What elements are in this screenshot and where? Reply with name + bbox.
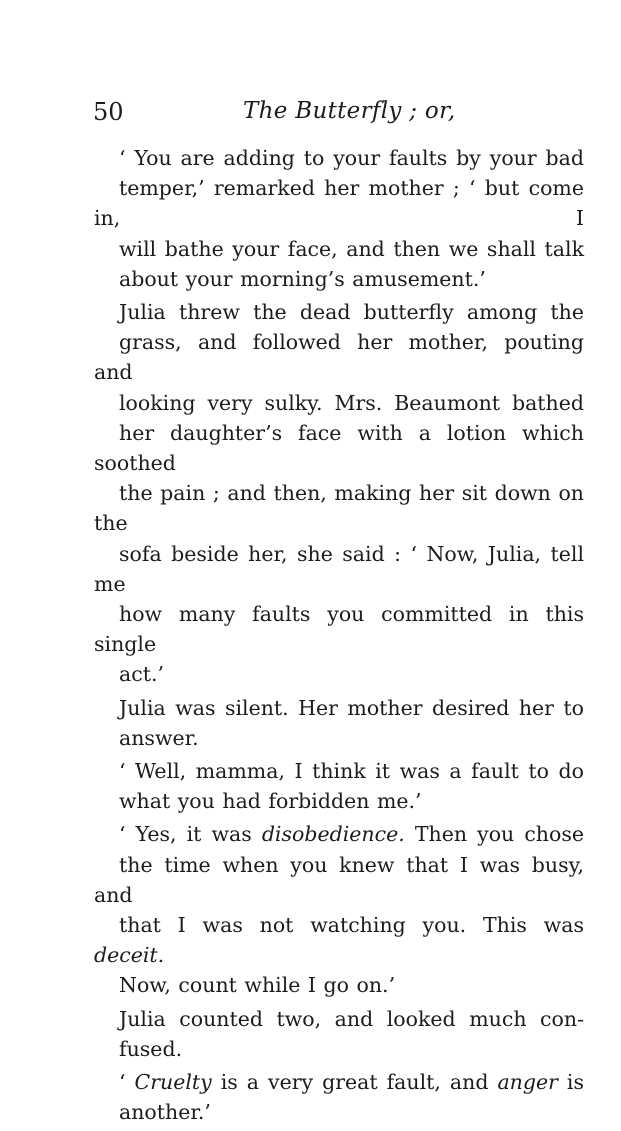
italic-text: anger xyxy=(497,1070,558,1095)
text-line: the pain ; and then, making her sit down on the xyxy=(94,481,584,536)
text-line: Julia threw the dead butterfly among the xyxy=(119,300,584,325)
text-line: her daughter’s face with a lotion which soothed xyxy=(94,420,584,476)
text-line: how many faults you committed in this single xyxy=(94,602,584,657)
italic-text: deceit. xyxy=(94,943,165,968)
text-line: ‘ Well, mamma, I think it was a fault to do xyxy=(119,759,584,784)
text-line: Julia was silent. Her mother desired her to xyxy=(119,695,584,720)
text-run: ‘ xyxy=(119,1070,135,1095)
text-line: will bathe your face, and then we shall talk xyxy=(119,236,584,261)
text-line: another.’ xyxy=(119,1100,211,1125)
text-line: answer. xyxy=(119,725,199,750)
paragraph xyxy=(94,1067,584,1127)
paragraph xyxy=(94,756,584,816)
page-header xyxy=(93,98,583,134)
text-line: temper,’ remarked her mother ; ‘ but come in, I xyxy=(94,176,584,231)
text-run: is a very great fault, and xyxy=(211,1070,498,1095)
running-head: The Butterfly ; or, xyxy=(243,98,456,124)
text-line xyxy=(94,819,584,849)
text-line: grass, and followed her mother, pouting and xyxy=(94,330,584,385)
paragraph xyxy=(94,819,584,1000)
text-line: Now, count while I go on.’ xyxy=(119,973,396,998)
text-line: act.’ xyxy=(119,662,164,687)
text-line: Julia counted two, and looked much con- xyxy=(119,1006,584,1031)
paragraph xyxy=(94,297,584,690)
paragraph xyxy=(94,693,584,753)
italic-text: Cruelty xyxy=(134,1070,212,1095)
text-line: what you had forbidden me.’ xyxy=(119,789,422,814)
italic-text: disobedience. xyxy=(261,822,405,847)
text-line: sofa beside her, she said : ‘ Now, Julia, tell me xyxy=(94,541,584,596)
text-run: is xyxy=(557,1070,584,1095)
text-line: fused. xyxy=(119,1036,183,1061)
paragraph xyxy=(94,1004,584,1064)
text-line xyxy=(94,910,584,970)
body-text xyxy=(94,143,584,1131)
page-number: 50 xyxy=(93,98,124,126)
text-line: looking very sulky. Mrs. Beaumont bathed xyxy=(119,390,584,415)
text-line: the time when you knew that I was busy, and xyxy=(94,852,584,907)
paragraph xyxy=(94,143,584,294)
text-run: ‘ Yes, it was xyxy=(119,822,262,847)
text-line: about your morning’s amusement.’ xyxy=(119,266,486,291)
text-run: that I was not watching you. This was xyxy=(119,913,584,938)
text-line: ‘ You are adding to your faults by your bad xyxy=(119,146,584,170)
text-run: Then you chose xyxy=(404,822,584,847)
text-line xyxy=(94,1067,584,1097)
